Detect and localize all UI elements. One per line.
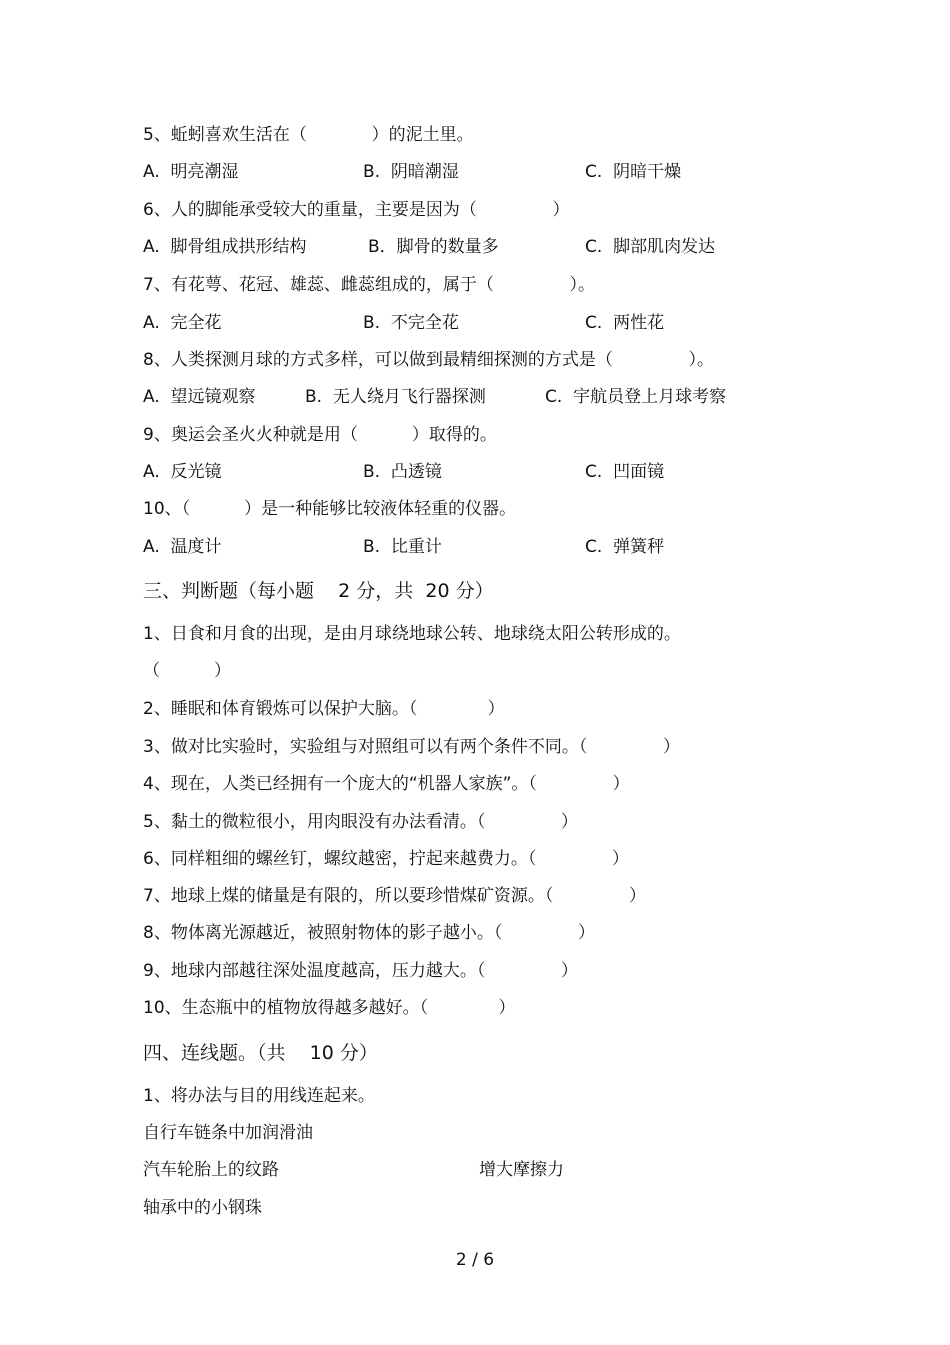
- option-c: C. 脚部肌肉发达: [585, 237, 716, 257]
- option-c: C. 两性花: [585, 313, 665, 333]
- judgement-item-8: 8、物体离光源越近，被照射物体的影子越小。（ ）: [143, 923, 595, 943]
- matching-question: 1、将办法与目的用线连起来。: [143, 1086, 375, 1106]
- judgement-item-7: 7、地球上煤的储量是有限的，所以要珍惜煤矿资源。（ ）: [143, 886, 646, 906]
- judgement-item-4: 4、现在，人类已经拥有一个庞大的“机器人家族”。（ ）: [143, 774, 630, 794]
- option-b: B．脚骨的数量多: [368, 237, 499, 257]
- option-c: C. 宇航员登上月球考察: [545, 387, 727, 407]
- question-stem: 10、（ ）是一种能够比较液体轻重的仪器。: [143, 499, 517, 519]
- question-stem: 8、人类探测月球的方式多样，可以做到最精细探测的方式是（ ）。: [143, 350, 714, 370]
- option-b: B. 无人绕月飞行器探测: [305, 387, 486, 407]
- judgement-item-10: 10、生态瓶中的植物放得越多越好。（ ）: [143, 998, 516, 1018]
- judgement-item-9: 9、地球内部越往深处温度越高，压力越大。（ ）: [143, 961, 578, 981]
- option-c: C. 弹簧秤: [585, 537, 665, 557]
- option-c: C. 阴暗干燥: [585, 162, 682, 182]
- option-b: B. 阴暗潮湿: [363, 162, 459, 182]
- matching-left-item-2: 汽车轮胎上的纹路: [143, 1160, 279, 1180]
- question-stem: 5、蚯蚓喜欢生活在（ ）的泥土里。: [143, 125, 474, 145]
- option-a: A. 反光镜: [143, 462, 222, 482]
- judgement-item-6: 6、同样粗细的螺丝钉，螺纹越密，拧起来越费力。（ ）: [143, 849, 629, 869]
- judgement-item-3: 3、做对比实验时，实验组与对照组可以有两个条件不同。（ ）: [143, 737, 680, 757]
- section-title: 三、判断题（每小题 2 分，共 20 分）: [143, 580, 494, 602]
- option-a: A. 温度计: [143, 537, 222, 557]
- question-stem: 6、人的脚能承受较大的重量，主要是因为（ ）: [143, 200, 570, 220]
- option-b: B. 比重计: [363, 537, 442, 557]
- option-a: A. 脚骨组成拱形结构: [143, 237, 307, 257]
- section-title: 四、连线题。（共 10 分）: [143, 1042, 378, 1064]
- judgement-item-5: 5、黏土的微粒很小，用肉眼没有办法看清。（ ）: [143, 812, 578, 832]
- question-stem: 7、有花萼、花冠、雄蕊、雌蕊组成的，属于（ ）。: [143, 275, 595, 295]
- judgement-item-2: 2、睡眠和体育锻炼可以保护大脑。（ ）: [143, 699, 505, 719]
- option-b: B. 不完全花: [363, 313, 459, 333]
- option-a: A. 望远镜观察: [143, 387, 256, 407]
- page-number: 2 / 6: [455, 1250, 495, 1270]
- option-c: C. 凹面镜: [585, 462, 665, 482]
- question-stem: 9、奥运会圣火火种就是用（ ）取得的。: [143, 425, 497, 445]
- judgement-item-1: 1、日食和月食的出现，是由月球绕地球公转、地球绕太阳公转形成的。: [143, 624, 681, 644]
- option-a: A. 完全花: [143, 313, 222, 333]
- matching-right-item: 增大摩擦力: [479, 1160, 564, 1180]
- matching-left-item-1: 自行车链条中加润滑油: [143, 1123, 313, 1143]
- option-b: B. 凸透镜: [363, 462, 442, 482]
- option-a: A. 明亮潮湿: [143, 162, 239, 182]
- matching-left-item-3: 轴承中的小钢珠: [143, 1198, 262, 1218]
- judgement-item-1-blank: （ ）: [143, 661, 232, 681]
